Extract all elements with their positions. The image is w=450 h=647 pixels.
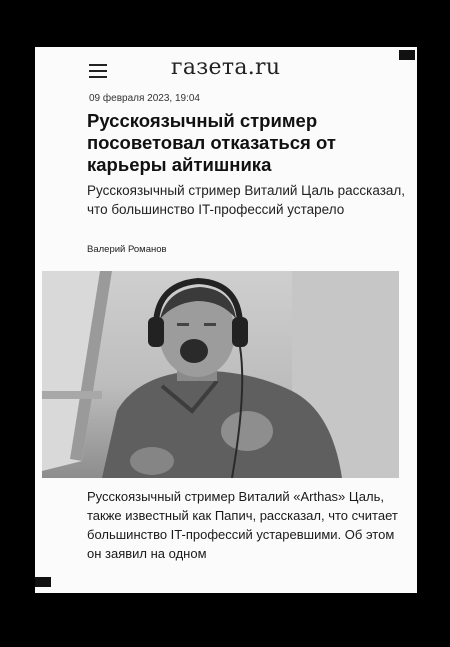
article-photo	[42, 271, 399, 478]
corner-marker	[35, 577, 51, 587]
article-subtitle: Русскоязычный стример Виталий Цаль рассказал, что большинство IT-профессий устарело	[87, 183, 406, 217]
article-date: 09 февраля 2023, 19:04	[89, 93, 200, 104]
printed-article-page	[35, 47, 417, 593]
article-body: Русскоязычный стример Виталий «Arthas» Цаль, также известный как Папич, рассказал, что считает большинство IT-профессий устаревшими. Об этом он заявил на одном	[87, 489, 398, 561]
article-title: Русскоязычный стример посоветовал отказаться от карьеры айтишника	[87, 110, 336, 175]
site-header	[35, 47, 417, 89]
hamburger-menu-icon[interactable]	[89, 64, 107, 78]
article-author[interactable]: Валерий Романов	[87, 244, 167, 255]
site-logo[interactable]: газета.ru	[171, 55, 281, 80]
streamer-photo	[42, 271, 399, 478]
